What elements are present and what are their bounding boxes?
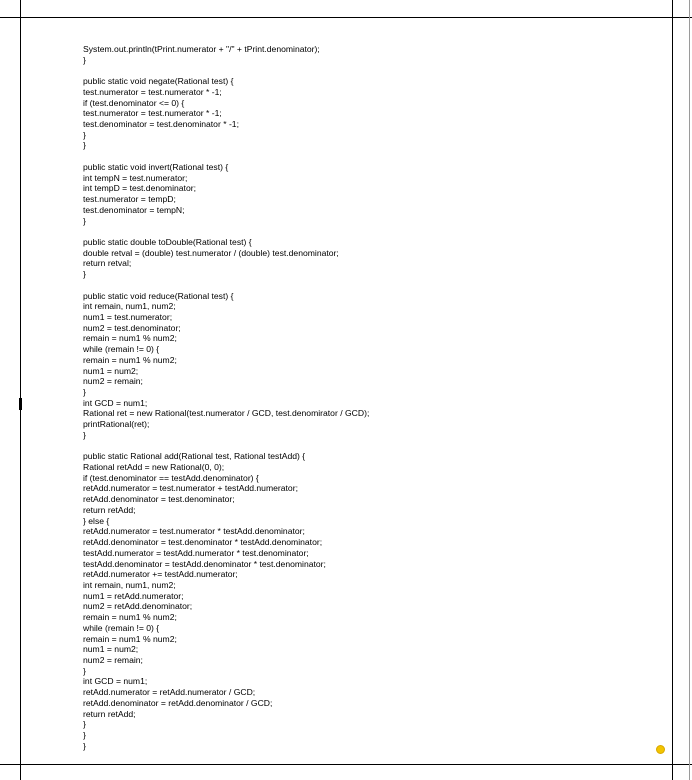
page-top-border <box>0 17 692 18</box>
code-line: retAdd.denominator = test.denominator * testAdd.denominator; <box>83 537 323 548</box>
code-line: retAdd.denominator = retAdd.denominator / GCD; <box>83 697 273 708</box>
code-line: } <box>83 740 86 751</box>
code-line: } <box>83 665 86 676</box>
code-line <box>83 65 663 76</box>
code-line: int tempN = test.numerator; <box>83 172 188 183</box>
window-right-edge <box>689 0 690 780</box>
code-line: retAdd.numerator = retAdd.numerator / GCD; <box>83 687 256 698</box>
code-document-body[interactable] <box>83 44 663 751</box>
code-line: num2 = retAdd.denominator; <box>83 601 193 612</box>
code-line: } <box>83 54 86 65</box>
code-line: num1 = test.numerator; <box>83 311 173 322</box>
code-line <box>83 226 663 237</box>
code-line: } <box>83 215 86 226</box>
code-line: num2 = test.denominator; <box>83 322 181 333</box>
code-line: retAdd.numerator = test.numerator + testAdd.numerator; <box>83 483 298 494</box>
code-line: test.numerator = tempD; <box>83 194 176 205</box>
code-line: Rational ret = new Rational(test.numerator / GCD, test.denomirator / GCD); <box>83 408 370 419</box>
code-line: double retval = (double) test.numerator / (double) test.denominator; <box>83 247 339 258</box>
code-line: return retAdd; <box>83 504 136 515</box>
code-line <box>83 151 663 162</box>
code-line: return retAdd; <box>83 708 136 719</box>
code-line: remain = num1 % num2; <box>83 354 177 365</box>
code-line: num1 = num2; <box>83 644 139 655</box>
margin-marker <box>19 398 22 410</box>
code-line <box>83 441 663 452</box>
code-line: int GCD = num1; <box>83 676 148 687</box>
code-line: public static double toDouble(Rational test) { <box>83 236 252 247</box>
code-line: test.numerator = test.numerator * -1; <box>83 108 222 119</box>
code-line: remain = num1 % num2; <box>83 633 177 644</box>
cursor-highlight-icon <box>656 745 665 754</box>
code-line <box>83 280 663 291</box>
code-line: } <box>83 269 86 280</box>
code-line: test.denominator = tempN; <box>83 204 185 215</box>
code-line: retAdd.denominator = test.denominator; <box>83 494 235 505</box>
code-line: test.numerator = test.numerator * -1; <box>83 86 222 97</box>
code-line: int tempD = test.denominator; <box>83 183 196 194</box>
code-line: public static void negate(Rational test) { <box>83 76 234 87</box>
code-line: num1 = retAdd.numerator; <box>83 590 184 601</box>
code-line: testAdd.numerator = testAdd.numerator * test.denominator; <box>83 547 309 558</box>
code-line: remain = num1 % num2; <box>83 333 177 344</box>
code-line: System.out.println(tPrint.numerator + "/" + tPrint.denominator); <box>83 44 320 54</box>
page-left-margin-line <box>20 0 21 780</box>
code-line: } else { <box>83 515 110 526</box>
code-line: printRational(ret); <box>83 419 150 430</box>
code-line: retAdd.numerator += testAdd.numerator; <box>83 569 238 580</box>
code-line: public static void invert(Rational test) { <box>83 161 229 172</box>
code-line: if (test.denominator == testAdd.denominator) { <box>83 472 259 483</box>
code-line: num2 = remain; <box>83 654 143 665</box>
page-bottom-border <box>0 764 692 765</box>
code-line: } <box>83 140 86 151</box>
code-line: num1 = num2; <box>83 365 139 376</box>
code-line: return retval; <box>83 258 132 269</box>
code-line: int remain, num1, num2; <box>83 301 176 312</box>
code-line: } <box>83 429 86 440</box>
code-line: Rational retAdd = new Rational(0, 0); <box>83 462 225 473</box>
code-line: test.denominator = test.denominator * -1; <box>83 119 239 130</box>
code-line: while (remain != 0) { <box>83 622 160 633</box>
code-line: num2 = remain; <box>83 376 143 387</box>
page-right-margin-line <box>672 0 673 780</box>
code-line: retAdd.numerator = test.numerator * testAdd.denominator; <box>83 526 305 537</box>
code-line: while (remain != 0) { <box>83 344 160 355</box>
code-line: int remain, num1, num2; <box>83 579 176 590</box>
code-line: } <box>83 129 86 140</box>
code-line: } <box>83 730 86 740</box>
code-line: if (test.denominator <= 0) { <box>83 97 185 108</box>
code-line: } <box>83 387 86 397</box>
code-line: testAdd.denominator = testAdd.denominator * test.denominator; <box>83 558 326 569</box>
code-line: public static Rational add(Rational test, Rational testAdd) { <box>83 451 306 462</box>
code-line: int GCD = num1; <box>83 397 148 408</box>
code-line: public static void reduce(Rational test) { <box>83 290 234 301</box>
code-line: remain = num1 % num2; <box>83 612 177 623</box>
code-line: } <box>83 719 86 730</box>
